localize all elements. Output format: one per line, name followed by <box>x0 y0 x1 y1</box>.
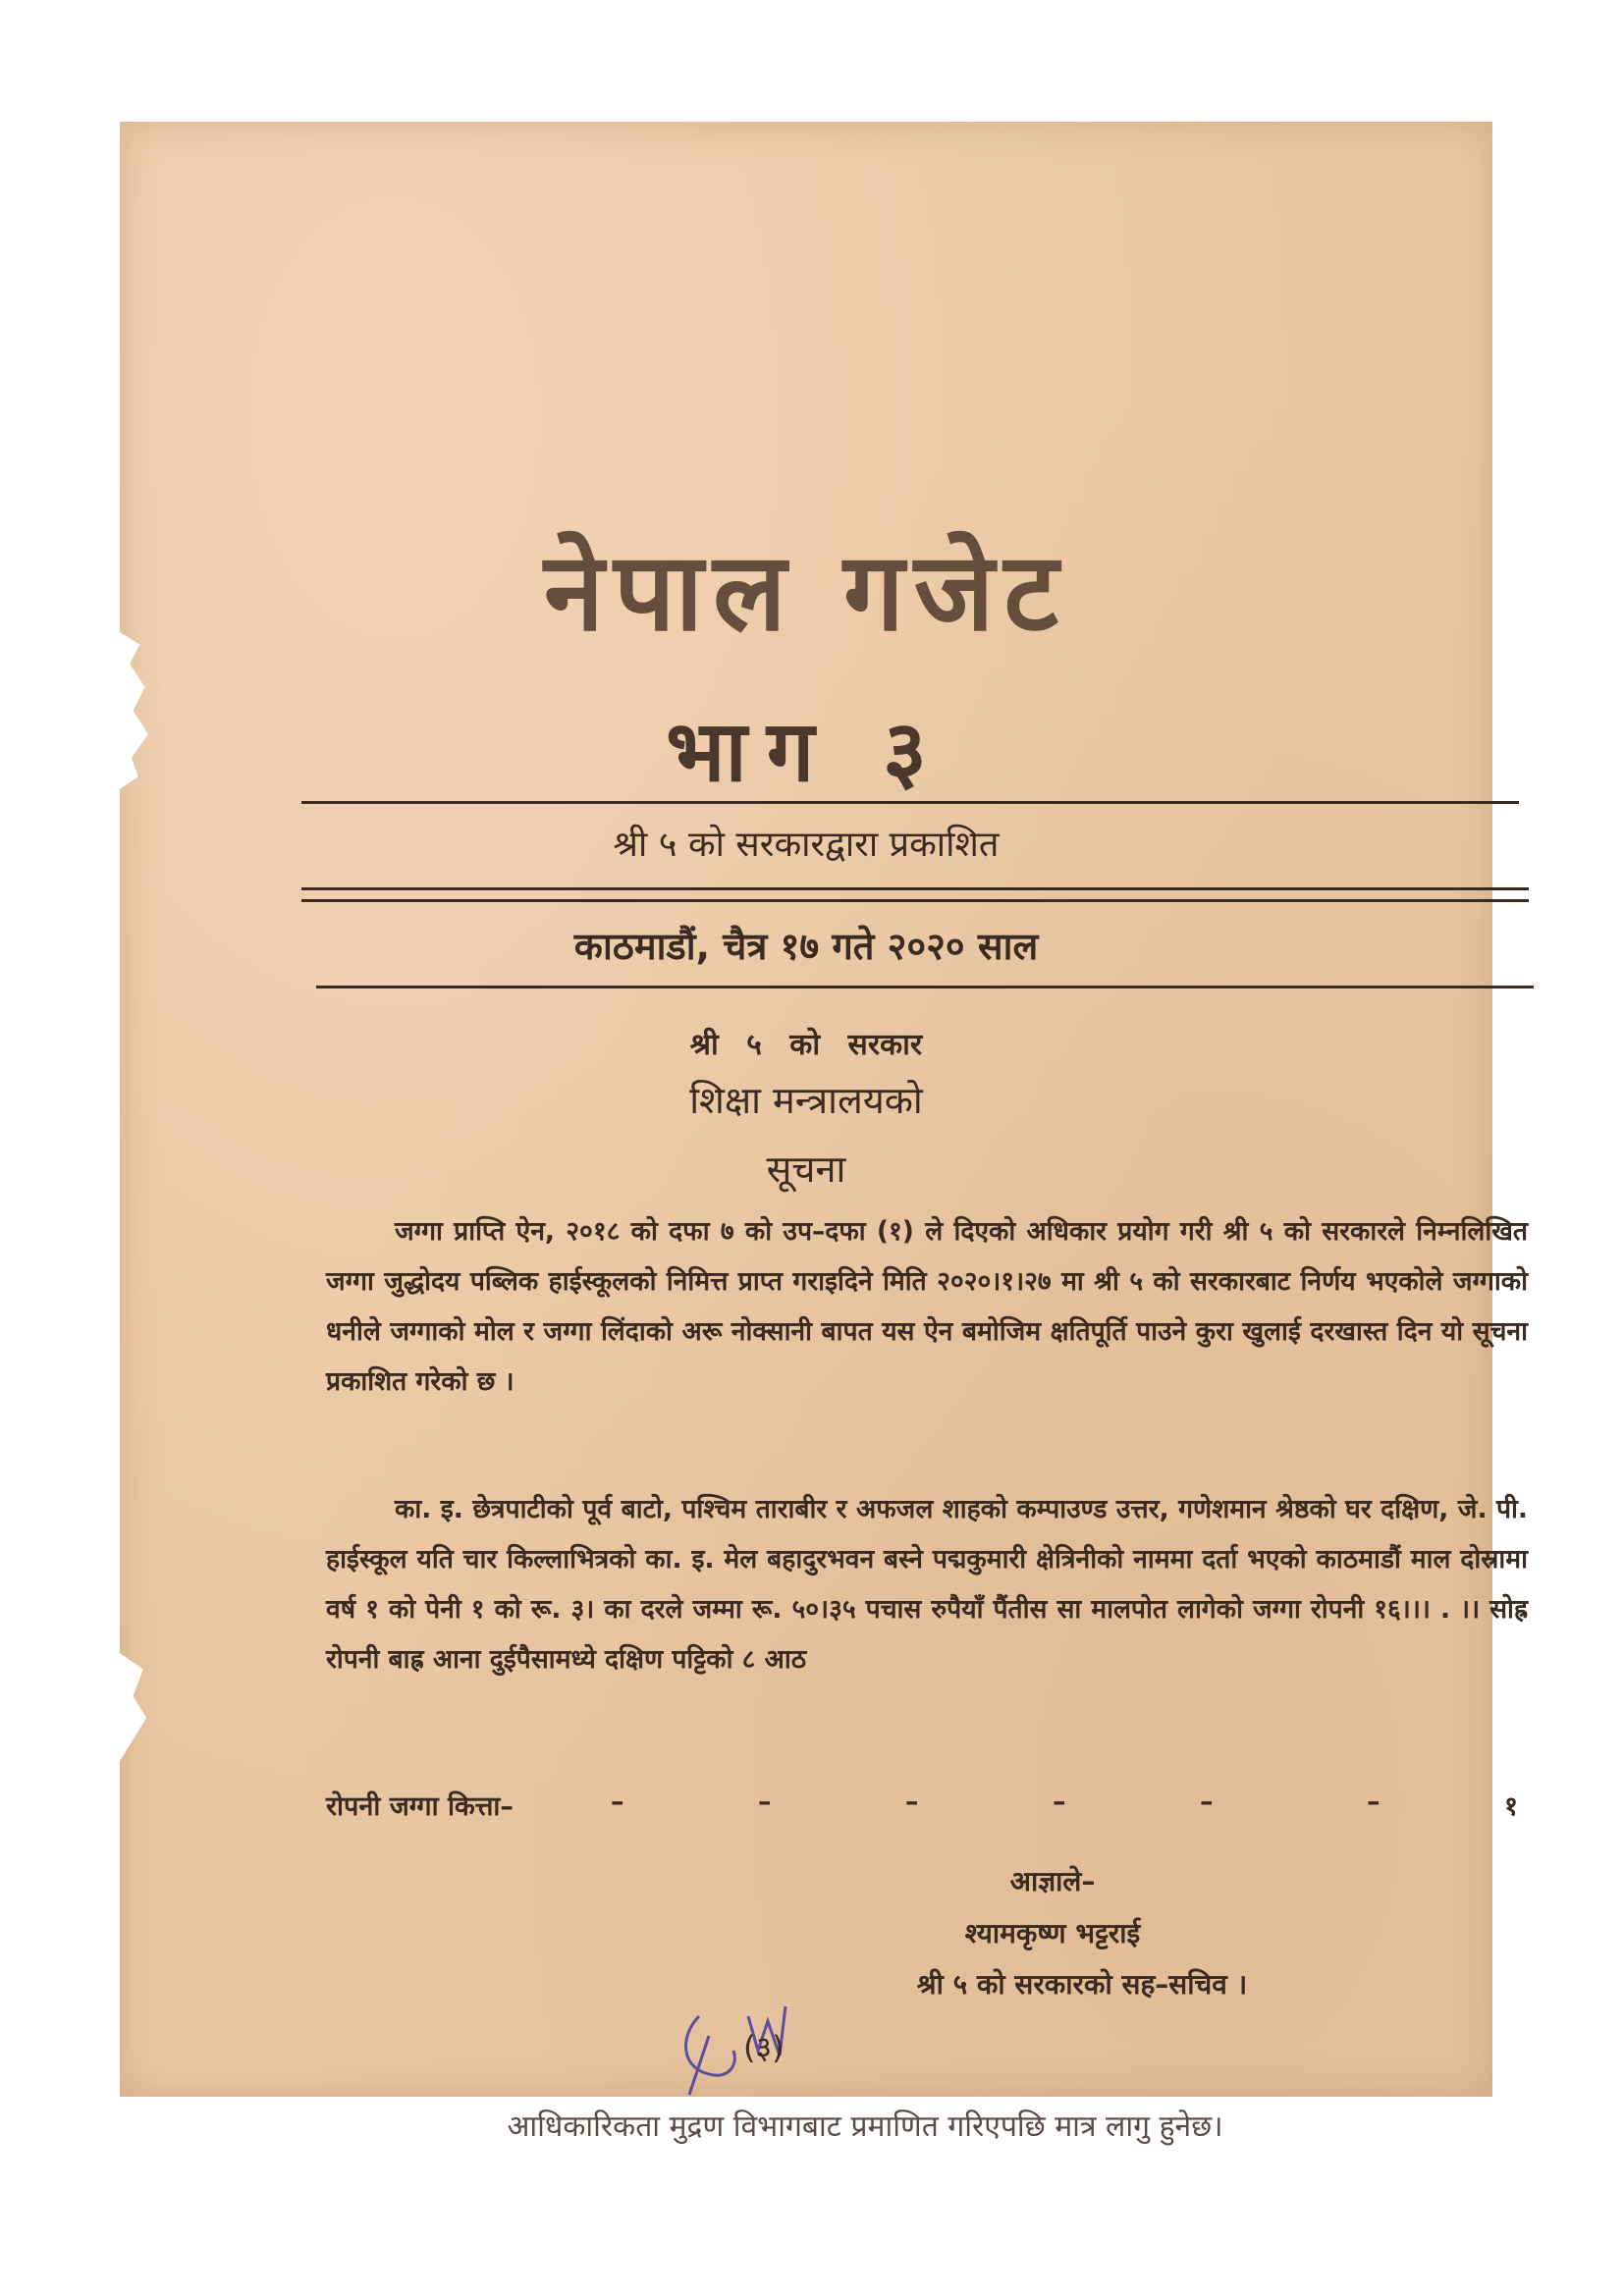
publisher-line: श्री ५ को सरकारद्वारा प्रकाशित <box>613 825 1000 865</box>
gazette-title: नेपाल गजेट <box>544 528 1068 655</box>
dash-leader: – <box>611 1787 624 1817</box>
gazette-page <box>120 122 1528 2144</box>
order-line: आज्ञाले– <box>1009 1865 1096 1897</box>
page-number: (३) <box>743 2029 785 2066</box>
ministry-name: शिक्षा मन्त्रालयको <box>689 1079 923 1122</box>
divider <box>316 986 1534 988</box>
divider <box>301 899 1529 902</box>
plot-count-label: रोपनी जग्गा कित्ता– <box>326 1791 514 1822</box>
handwritten-mark-icon <box>670 1997 807 2105</box>
place-date: काठमाडौं, चैत्र १७ गते २०२० साल <box>573 925 1039 968</box>
government-line: श्री ५ को सरकार <box>689 1028 923 1062</box>
signatory-name: श्यामकृष्ण भट्टराई <box>964 1917 1141 1949</box>
dash-leader: – <box>758 1787 772 1817</box>
divider <box>301 801 1519 804</box>
divider <box>301 887 1529 890</box>
dash-leader: – <box>905 1787 919 1817</box>
dash-leader: – <box>1200 1787 1214 1817</box>
land-description: का. इ. छेत्रपाटीको पूर्व बाटो, पश्चिम ताराबीर र अफजल शाहको कम्पाउण्ड उत्तर, गणेशमान श्रेष्ठको घर दक्षिण, जे. पी. हाईस्कूल यति चार किल्लाभित्रको का. इ. मेल बहादुरभवन बस्ने पद्मकुमारी क्षेत्रिनीको नाममा दर्ता भएको काठमाडौं माल दोस्रामा वर्ष १ को पेनी १ को रू. ३। का दरले जम्मा रू. ५०।३५ पचास रुपैयाँ पैंतीस सा मालपोत लागेको जग्गा रोपनी १६।।। . ।। सोह्र रोपनी बाह्र आना दुईपैसामध्ये दक्षिण पट्टिको ८ आठ <box>326 1494 1528 1675</box>
gazette-part: भाग ३ <box>666 702 947 801</box>
torn-edge <box>120 1653 153 1761</box>
notice-paragraph: जग्गा प्राप्ति ऐन, २०१८ को दफा ७ को उप–दफा (१) ले दिएको अधिकार प्रयोग गरी श्री ५ को सरकारले निम्नलिखित जग्गा जुद्धोदय पब्लिक हाईस्कूलको निमित्त प्राप्त गराइदिने मिति २०२०।१।२७ मा श्री ५ को सरकारबाट निर्णय भएकोले जग्गाको धनीले जग्गाको मोल र जग्गा लिंदाको अरू नोक्सानी बापत यस ऐन बमोजिम क्षतिपूर्ति पाउने कुरा खुलाई दरखास्त दिन यो सूचना प्रकाशित गरेको छ । <box>326 1216 1528 1397</box>
notice-heading: सूचना <box>766 1148 846 1191</box>
footer-note: आधिकारिकता मुद्रण विभागबाट प्रमाणित गरिएपछि मात्र लागु हुनेछ। <box>507 2109 1223 2144</box>
plot-count: १ <box>1503 1791 1518 1822</box>
dash-leader: – <box>1367 1787 1380 1817</box>
dash-leader: – <box>1053 1787 1066 1817</box>
signatory-designation: श्री ५ को सरकारको सह–सचिव । <box>916 1968 1248 2001</box>
